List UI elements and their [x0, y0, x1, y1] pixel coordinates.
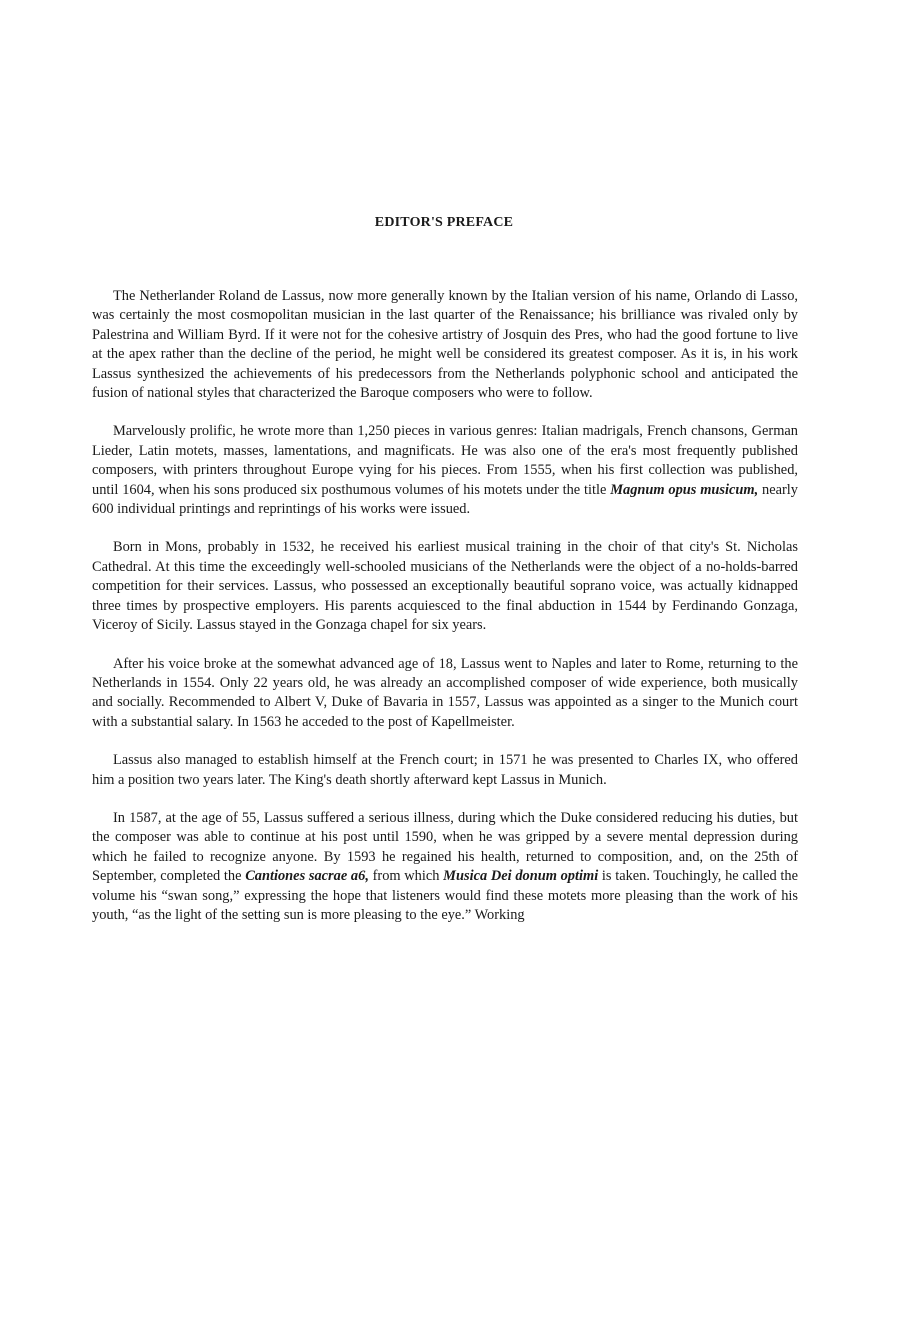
work-title-magnum-opus: Magnum opus musicum,	[610, 481, 759, 498]
work-title-cantiones-sacrae: Cantiones sacrae a6,	[245, 868, 369, 885]
paragraph-text: nearly 600 individual printings and reprintings of his works were issued.	[92, 481, 798, 518]
work-title-musica-dei: Musica Dei donum optimi	[443, 868, 599, 885]
page-title: EDITOR'S PREFACE	[374, 215, 514, 230]
paragraph-text: After his voice broke at the somewhat advanced age of 18, Lassus went to Naples and later to Rome, returning to the Netherlands in 1554. Only 22 years old, he was already an accomplished composer of wide experience, both musically and socially. Recommended to Albert V, Duke of Bavaria in 1557, Lassus was appointed as a singer to the Munich court with a substantial salary. In 1563 he acceded to the post of Kapellmeister.	[92, 655, 798, 730]
paragraph-text: The Netherlander Roland de Lassus, now more generally known by the Italian version of his name, Orlando di Lasso, was certainly the most cosmopolitan musician in the last quarter of the Renaissance; his brilliance was rivaled only by Palestrina and William Byrd. If it were not for the cohesive artistry of Josquin des Pres, who had the good fortune to live at the apex rather than the decline of the period, he might well be considered its greatest composer. As it is, in his work Lassus synthesized the achievements of his predecessors from the Netherlands polyphonic school and anticipated the fusion of national styles that characterized the Baroque composers who were to follow.	[92, 288, 798, 402]
paragraph	[92, 538, 798, 635]
paragraph	[92, 809, 798, 925]
preface-body	[92, 287, 798, 944]
paragraph-text: is taken. Touchingly, he called the volume his “swan song,” expressing the hope that listeners would find these motets more pleasing than the work of his youth, “as the light of the setting sun is more pleasing to the eye.” Working	[92, 868, 799, 923]
paragraph-text: from which	[368, 868, 444, 885]
paragraph	[92, 751, 798, 790]
paragraph-text: Lassus also managed to establish himself at the French court; in 1571 he was presented to Charles IX, who offered him a position two years later. The King's death shortly afterward kept Lassus in Munich.	[92, 752, 798, 788]
paragraph	[92, 422, 798, 519]
paragraph	[92, 655, 798, 733]
paragraph-text: In 1587, at the age of 55, Lassus suffered a serious illness, during which the Duke considered reducing his duties, but the composer was able to continue at his post until 1590, when he was gripped by a severe mental depression during which he failed to recognize anyone. By 1593 he regained his health, returned to composition, and, on the 25th of September, completed the	[92, 809, 798, 885]
paragraph-text: Marvelously prolific, he wrote more than 1,250 pieces in various genres: Italian madrigals, French chansons, German Lieder, Latin motets, masses, lamentations, and magnificats. He was also one of the era's most frequently published composers, with printers throughout Europe vying for his pieces. From 1555, when his first collection was published, until 1604, when his sons produced six posthumous volumes of his motets under the title	[92, 423, 798, 498]
paragraph-text: Born in Mons, probably in 1532, he received his earliest musical training in the choir of that city's St. Nicholas Cathedral. At this time the exceedingly well-schooled musicians of the Netherlands were the object of a no-holds-barred competition for their services. Lassus, who possessed an exceptionally beautiful soprano voice, was actually kidnapped three times by prospective employers. His parents acquiesced to the final abduction in 1544 by Ferdinando Gonzaga, Viceroy of Sicily. Lassus stayed in the Gonzaga chapel for six years.	[92, 539, 798, 634]
paragraph	[92, 287, 798, 403]
